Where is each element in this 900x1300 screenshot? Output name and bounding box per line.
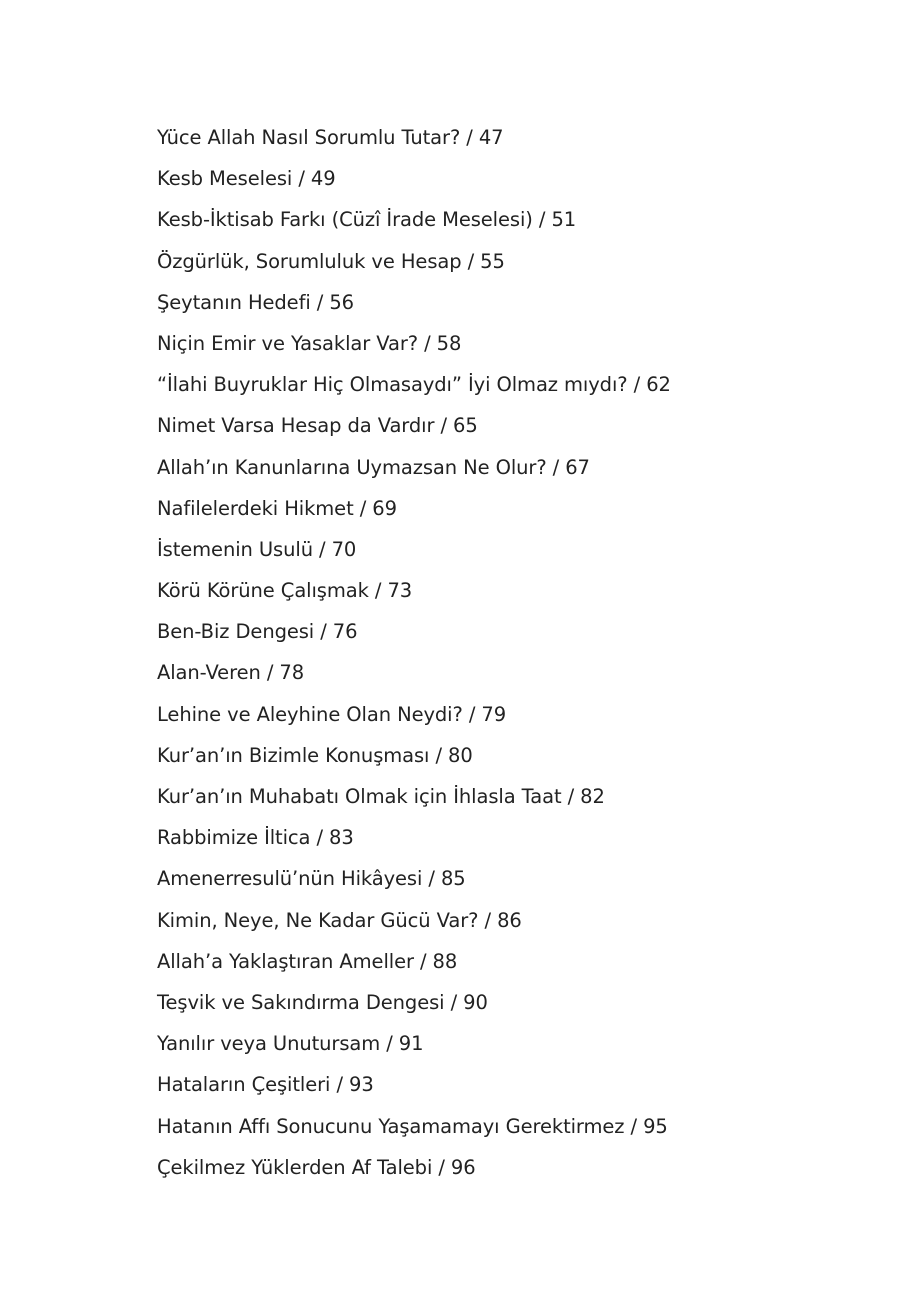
toc-entry: Niçin Emir ve Yasaklar Var? / 58 bbox=[157, 331, 462, 355]
toc-entry: Kur’an’ın Muhabatı Olmak için İhlasla Taat / 82 bbox=[157, 785, 605, 808]
toc-entry: Nafilelerdeki Hikmet / 69 bbox=[157, 496, 397, 520]
toc-entry: Nimet Varsa Hesap da Vardır / 65 bbox=[157, 414, 478, 438]
toc-entry: İstemenin Usulü / 70 bbox=[157, 537, 357, 561]
toc-entry: Şeytanın Hedefi / 56 bbox=[157, 290, 354, 314]
toc-entry: Amenerresulü’nün Hikâyesi / 85 bbox=[157, 867, 466, 891]
toc-entry: Hatanın Affı Sonucunu Yaşamamayı Gerektirmez / 95 bbox=[157, 1114, 668, 1138]
toc-entry: “İlahi Buyruklar Hiç Olmasaydı” İyi Olmaz mıydı? / 62 bbox=[157, 373, 671, 397]
toc-entry: Teşvik ve Sakındırma Dengesi / 90 bbox=[157, 990, 488, 1014]
toc-entry: Hataların Çeşitleri / 93 bbox=[157, 1073, 374, 1097]
toc-entry: Allah’a Yaklaştıran Ameller / 88 bbox=[157, 949, 458, 973]
toc-entry: Kimin, Neye, Ne Kadar Gücü Var? / 86 bbox=[157, 908, 522, 932]
toc-entry: Özgürlük, Sorumluluk ve Hesap / 55 bbox=[157, 249, 505, 273]
toc-entry: Rabbimize İltica / 83 bbox=[157, 826, 354, 850]
toc-entry: Kesb Meselesi / 49 bbox=[157, 167, 336, 191]
table-of-contents bbox=[157, 121, 671, 1192]
toc-entry: Allah’ın Kanunlarına Uymazsan Ne Olur? / 67 bbox=[157, 455, 590, 479]
toc-entry: Körü Körüne Çalışmak / 73 bbox=[157, 579, 413, 603]
toc-entry: Kur’an’ın Bizimle Konuşması / 80 bbox=[157, 743, 473, 767]
toc-entry: Yüce Allah Nasıl Sorumlu Tutar? / 47 bbox=[157, 126, 504, 149]
toc-entry: Yanılır veya Unutursam / 91 bbox=[157, 1032, 424, 1056]
toc-entry: Ben-Biz Dengesi / 76 bbox=[157, 620, 358, 644]
toc-entry: Lehine ve Aleyhine Olan Neydi? / 79 bbox=[157, 702, 507, 726]
toc-entry: Kesb-İktisab Farkı (Cüzî İrade Meselesi) / 51 bbox=[157, 208, 577, 232]
toc-entry: Çekilmez Yüklerden Af Talebi / 96 bbox=[157, 1155, 476, 1179]
toc-entry: Alan-Veren / 78 bbox=[157, 661, 305, 685]
